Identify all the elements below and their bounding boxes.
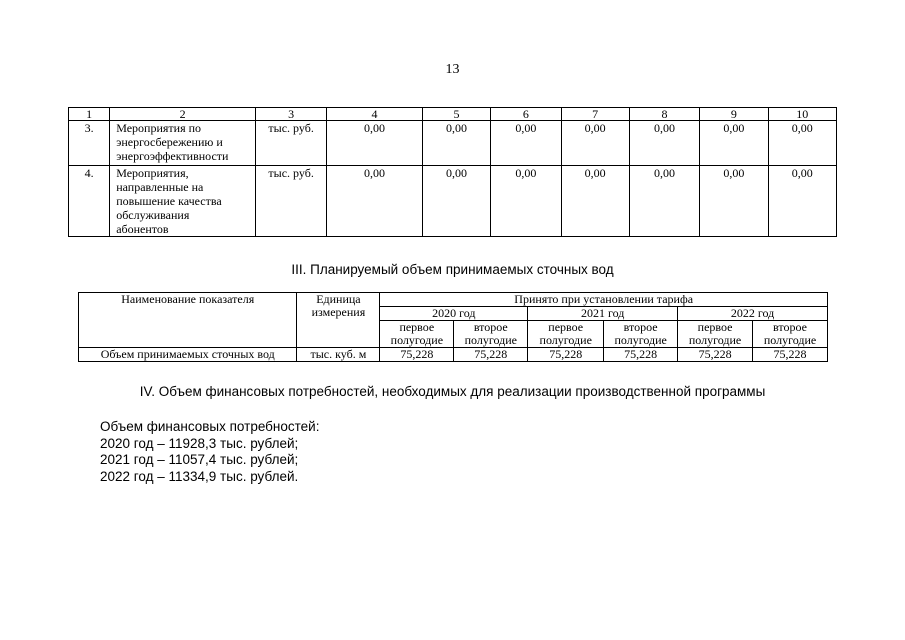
measure-name: Мероприятия, направленные на повышение качества обслуживания абонентов [110,166,256,237]
unit-cell: тыс. руб. [255,166,326,237]
column-number: 8 [629,108,699,121]
column-number: 2 [110,108,256,121]
header-year: 2021 год [528,307,678,321]
value-cell: 0,00 [422,121,490,166]
table-header-row [79,293,828,307]
row-unit: тыс. куб. м [297,348,380,362]
column-number: 5 [422,108,490,121]
header-first-half: первое полугодие [528,321,604,348]
section-3-title: III. Планируемый объем принимаемых сточных вод [291,262,614,277]
header-unit: Единица измерения [297,293,380,348]
table-row [69,121,837,166]
header-accepted-tariff: Принято при установлении тарифа [380,293,828,307]
page-number: 13 [445,62,460,77]
finance-intro: Объем финансовых потребностей: [100,419,320,434]
value-cell: 0,00 [768,166,836,237]
value-cell: 75,228 [380,348,454,362]
finance-block [100,419,319,485]
header-second-half: второе полугодие [604,321,678,348]
header-first-half: первое полугодие [678,321,753,348]
finance-line: 2020 год – 11928,3 тыс. рублей; [100,435,299,451]
table-row [69,166,837,237]
measures-table [68,107,837,237]
value-cell: 75,228 [454,348,528,362]
value-cell: 75,228 [753,348,828,362]
value-cell: 0,00 [327,166,422,237]
value-cell: 0,00 [561,166,629,237]
wastewater-volume-table [78,292,828,362]
header-year: 2020 год [380,307,528,321]
value-cell: 0,00 [700,121,768,166]
value-cell: 0,00 [491,166,561,237]
value-cell: 0,00 [561,121,629,166]
value-cell: 0,00 [491,121,561,166]
header-year: 2022 год [678,307,828,321]
header-second-half: второе полугодие [753,321,828,348]
header-first-half: первое полугодие [380,321,454,348]
value-cell: 0,00 [700,166,768,237]
column-number: 1 [69,108,110,121]
value-cell: 0,00 [327,121,422,166]
finance-line: 2021 год – 11057,4 тыс. рублей; [100,452,299,467]
row-indicator-name: Объем принимаемых сточных вод [79,348,297,362]
header-second-half: второе полугодие [454,321,528,348]
row-number: 3. [69,121,110,166]
value-cell: 0,00 [768,121,836,166]
column-number: 3 [255,108,326,121]
row-number: 4. [69,166,110,237]
value-cell: 0,00 [629,121,699,166]
unit-cell: тыс. руб. [255,121,326,166]
table-row [79,348,828,362]
column-number: 4 [327,108,422,121]
header-indicator-name: Наименование показателя [79,293,297,348]
finance-line: 2022 год – 11334,9 тыс. рублей. [100,468,299,484]
column-number: 7 [561,108,629,121]
column-number: 10 [768,108,836,121]
value-cell: 75,228 [678,348,753,362]
section-4-title: IV. Объем финансовых потребностей, необходимых для реализации производственной программы [139,384,766,399]
measure-name: Мероприятия по энергосбережению и энергоэффективности [110,121,256,166]
column-number: 6 [491,108,561,121]
table-header-row [69,108,837,121]
value-cell: 75,228 [604,348,678,362]
value-cell: 75,228 [528,348,604,362]
value-cell: 0,00 [629,166,699,237]
value-cell: 0,00 [422,166,490,237]
column-number: 9 [700,108,768,121]
